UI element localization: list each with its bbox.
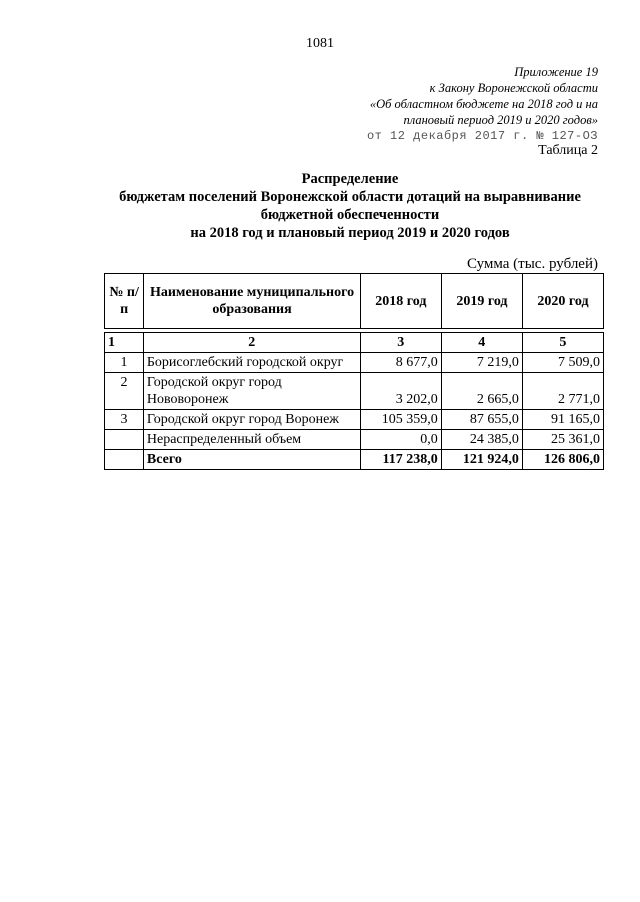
col-number: 2 [143, 333, 360, 353]
unit-label: Сумма (тыс. рублей) [466, 256, 598, 272]
total-2020: 126 806,0 [522, 450, 603, 470]
appendix-line: к Закону Воронежской области [429, 81, 598, 95]
law-date-stamp: от 12 декабря 2017 г. № 127-ОЗ [366, 129, 598, 143]
row-name: Городской округ город Воронеж [143, 410, 360, 430]
data-table [104, 332, 604, 470]
appendix-line: Приложение 19 [514, 65, 598, 79]
row-num: 1 [105, 353, 144, 373]
table-row [105, 373, 604, 410]
table-row [105, 353, 604, 373]
appendix-block [367, 64, 598, 144]
header-name: Наименование муниципального образования [144, 274, 361, 329]
document-title [0, 170, 640, 242]
row-num: 2 [105, 373, 144, 410]
total-num [105, 450, 144, 470]
row-2018: 0,0 [360, 430, 441, 450]
row-2020: 91 165,0 [522, 410, 603, 430]
row-2020: 7 509,0 [522, 353, 603, 373]
title-line: на 2018 год и плановый период 2019 и 2020 годов [190, 225, 510, 241]
total-label: Всего [143, 450, 360, 470]
header-2020: 2020 год [522, 274, 603, 329]
row-2020: 2 771,0 [522, 373, 603, 410]
table-header [104, 273, 604, 329]
row-2019: 7 219,0 [441, 353, 522, 373]
row-num: 3 [105, 410, 144, 430]
page-number: 1081 [306, 36, 334, 51]
header-num: № п/п [105, 274, 144, 329]
appendix-line: «Об областном бюджете на 2018 год и на [369, 97, 598, 111]
col-number: 3 [360, 333, 441, 353]
table-row [105, 410, 604, 430]
table-number: Таблица 2 [538, 143, 598, 158]
row-2018: 3 202,0 [360, 373, 441, 410]
title-line: бюджетной обеспеченности [260, 207, 440, 223]
total-2019: 121 924,0 [441, 450, 522, 470]
row-2018: 105 359,0 [360, 410, 441, 430]
row-num [105, 430, 144, 450]
row-2019: 2 665,0 [441, 373, 522, 410]
row-2019: 24 385,0 [441, 430, 522, 450]
title-line: бюджетам поселений Воронежской области дотаций на выравнивание [119, 189, 581, 205]
row-name: Городской округ город Нововоронеж [143, 373, 360, 410]
row-2018: 8 677,0 [360, 353, 441, 373]
header-row [105, 274, 604, 329]
row-name: Борисоглебский городской округ [143, 353, 360, 373]
col-number: 1 [105, 333, 144, 353]
table-row [105, 430, 604, 450]
row-2019: 87 655,0 [441, 410, 522, 430]
column-number-row [105, 333, 604, 353]
header-2018: 2018 год [360, 274, 441, 329]
col-number: 4 [441, 333, 522, 353]
total-row [105, 450, 604, 470]
row-name: Нераспределенный объем [143, 430, 360, 450]
col-number: 5 [522, 333, 603, 353]
row-2020: 25 361,0 [522, 430, 603, 450]
title-line: Распределение [301, 171, 399, 187]
header-2019: 2019 год [441, 274, 522, 329]
appendix-line: плановый период 2019 и 2020 годов» [403, 113, 598, 127]
total-2018: 117 238,0 [360, 450, 441, 470]
